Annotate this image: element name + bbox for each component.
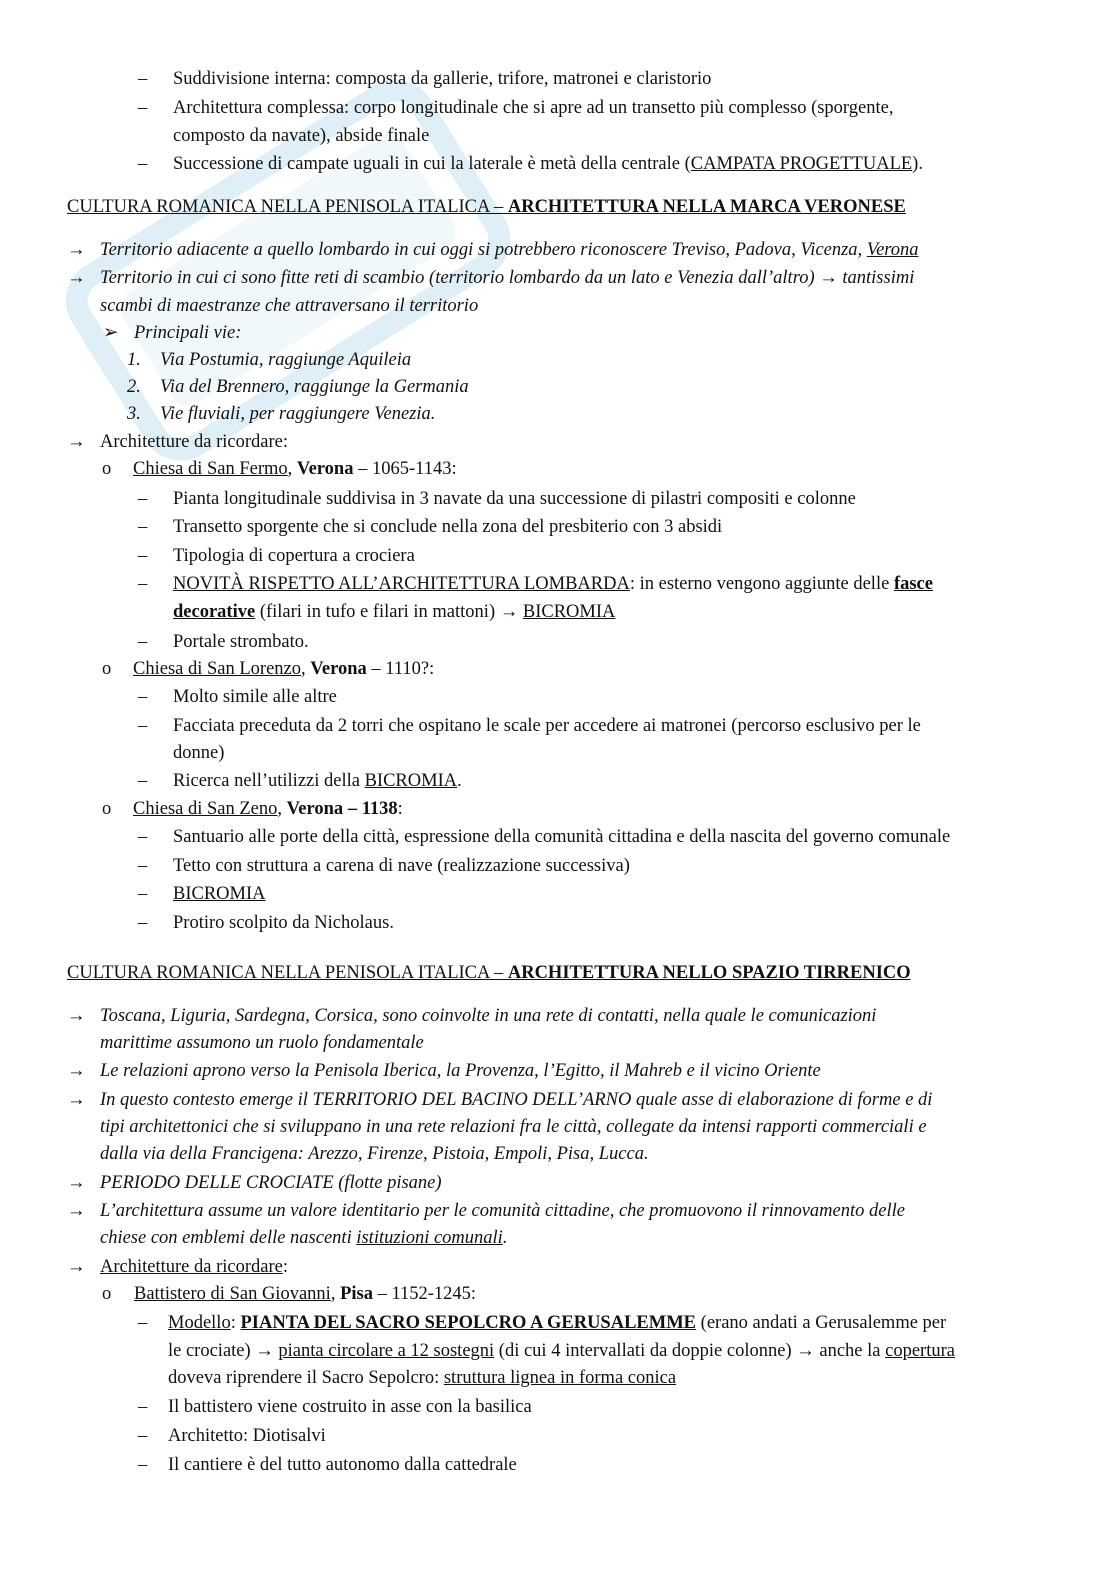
- list-item: Portale strombato.: [173, 632, 309, 652]
- dash-bullet: –: [138, 716, 148, 736]
- arrow-bullet: →: [67, 240, 86, 260]
- list-item: Via del Brennero, raggiunge la Germania: [160, 377, 469, 397]
- subheading: Architetture da ricordare:: [100, 432, 288, 452]
- list-item: Tetto con struttura a carena di nave (realizzazione successiva): [173, 856, 630, 876]
- list-number: 1.: [127, 350, 141, 370]
- arrow-bullet: →: [67, 1006, 86, 1026]
- church-title: Chiesa di San Fermo, Verona – 1065-1143:: [133, 459, 457, 479]
- list-item: Pianta longitudinale suddivisa in 3 navate da una successione di pilastri compositi e colonne: [173, 489, 856, 509]
- dash-bullet: –: [138, 154, 148, 174]
- list-item: Modello: PIANTA DEL SACRO SEPOLCRO A GERUSALEMME (erano andati a Gerusalemme per: [168, 1313, 947, 1333]
- list-item-continued: le crociate) → pianta circolare a 12 sostegni (di cui 4 intervallati da doppie colonne) → anche la copertura: [168, 1341, 955, 1361]
- dash-bullet: –: [138, 856, 148, 876]
- section-heading-tirrenico: CULTURA ROMANICA NELLA PENISOLA ITALICA – ARCHITETTURA NELLO SPAZIO TIRRENICO: [67, 963, 911, 983]
- dash-bullet: –: [138, 69, 148, 89]
- paragraph-continued: tipi architettonici che si sviluppano in una rete relazioni fra le città, collegate da intensi rapporti commerciali e: [100, 1117, 927, 1137]
- church-title: Battistero di San Giovanni, Pisa – 1152-1245:: [134, 1284, 477, 1304]
- circle-bullet: o: [102, 459, 112, 479]
- subheading: Architetture da ricordare:: [100, 1257, 288, 1277]
- arrow-bullet: →: [67, 1173, 86, 1193]
- church-title: Chiesa di San Zeno, Verona – 1138:: [133, 799, 403, 819]
- list-item: Transetto sporgente che si conclude nella zona del presbiterio con 3 absidi: [173, 517, 723, 537]
- dash-bullet: –: [138, 913, 148, 933]
- arrow-bullet: →: [67, 1090, 86, 1110]
- list-item: NOVITÀ RISPETTO ALL’ARCHITETTURA LOMBARDA: in esterno vengono aggiunte delle fasce: [173, 574, 933, 594]
- list-item: Il battistero viene costruito in asse con la basilica: [168, 1397, 532, 1417]
- list-number: 3.: [127, 404, 141, 424]
- dash-bullet: –: [138, 517, 148, 537]
- dash-bullet: –: [138, 489, 148, 509]
- list-item: Ricerca nell’utilizzi della BICROMIA.: [173, 771, 462, 791]
- dash-bullet: –: [138, 1397, 148, 1417]
- paragraph-continued: marittime assumono un ruolo fondamentale: [100, 1033, 424, 1053]
- church-title: Chiesa di San Lorenzo, Verona – 1110?:: [133, 659, 435, 679]
- paragraph: Territorio in cui ci sono fitte reti di scambio (territorio lombardo da un lato e Venezia dall’altro) → tantissimi: [100, 268, 915, 288]
- paragraph: In questo contesto emerge il TERRITORIO DEL BACINO DELL’ARNO quale asse di elaborazione di forme e di: [100, 1090, 933, 1110]
- dash-bullet: –: [138, 687, 148, 707]
- list-number: 2.: [127, 377, 141, 397]
- list-item: BICROMIA: [173, 884, 266, 904]
- dash-bullet: –: [138, 574, 148, 594]
- dash-bullet: –: [138, 98, 148, 118]
- circle-bullet: o: [102, 659, 112, 679]
- list-item: Architetto: Diotisalvi: [168, 1426, 326, 1446]
- list-item: Il cantiere è del tutto autonomo dalla cattedrale: [168, 1455, 517, 1475]
- list-item: Via Postumia, raggiunge Aquileia: [160, 350, 412, 370]
- arrow-bullet: →: [67, 1061, 86, 1081]
- dash-bullet: –: [138, 1455, 148, 1475]
- list-item: Facciata preceduta da 2 torri che ospitano le scale per accedere ai matronei (percorso esclusivo per le: [173, 716, 921, 736]
- dash-bullet: –: [138, 884, 148, 904]
- list-item-continued: doveva riprendere il Sacro Sepolcro: struttura lignea in forma conica: [168, 1368, 677, 1388]
- list-item: Suddivisione interna: composta da gallerie, trifore, matronei e claristorio: [173, 69, 712, 89]
- vie-label: Principali vie:: [134, 323, 242, 343]
- list-item: Molto simile alle altre: [173, 687, 337, 707]
- dash-bullet: –: [138, 632, 148, 652]
- arrow-bullet: →: [67, 268, 86, 288]
- dash-bullet: –: [138, 1426, 148, 1446]
- paragraph-continued: scambi di maestranze che attraversano il territorio: [100, 296, 479, 316]
- paragraph: PERIODO DELLE CROCIATE (flotte pisane): [100, 1173, 442, 1193]
- list-item: Santuario alle porte della città, espressione della comunità cittadina e della nascita del governo comunale: [173, 827, 951, 847]
- list-item: Protiro scolpito da Nicholaus.: [173, 913, 394, 933]
- list-item: Vie fluviali, per raggiungere Venezia.: [160, 404, 436, 424]
- list-item: Tipologia di copertura a crociera: [173, 546, 415, 566]
- circle-bullet: o: [102, 1284, 112, 1304]
- list-item-continued: donne): [173, 743, 225, 763]
- list-item-continued: decorative (filari in tufo e filari in mattoni) → BICROMIA: [173, 602, 616, 622]
- arrow-bullet: →: [67, 1201, 86, 1221]
- arrow-bullet: →: [67, 432, 86, 452]
- list-item: Successione di campate uguali in cui la laterale è metà della centrale (CAMPATA PROGETTUALE).: [173, 154, 923, 174]
- section-heading-veronese: CULTURA ROMANICA NELLA PENISOLA ITALICA – ARCHITETTURA NELLA MARCA VERONESE: [67, 197, 906, 217]
- dash-bullet: –: [138, 1313, 148, 1333]
- dash-bullet: –: [138, 546, 148, 566]
- arrowhead-bullet: ➢: [103, 323, 119, 343]
- paragraph: Le relazioni aprono verso la Penisola Iberica, la Provenza, l’Egitto, il Mahreb e il vicino Oriente: [100, 1061, 821, 1081]
- paragraph-continued: chiese con emblemi delle nascenti istituzioni comunali.: [100, 1228, 508, 1248]
- arrow-bullet: →: [67, 1257, 86, 1277]
- paragraph: Toscana, Liguria, Sardegna, Corsica, sono coinvolte in una rete di contatti, nella quale le comunicazioni: [100, 1006, 877, 1026]
- paragraph: Territorio adiacente a quello lombardo in cui oggi si potrebbero riconoscere Treviso, Padova, Vicenza, Verona: [100, 240, 919, 260]
- list-item: Architettura complessa: corpo longitudinale che si apre ad un transetto più complesso (sporgente,: [173, 98, 894, 118]
- list-item-continued: composto da navate), abside finale: [173, 126, 430, 146]
- paragraph: L’architettura assume un valore identitario per le comunità cittadine, che promuovono il rinnovamento delle: [100, 1201, 905, 1221]
- dash-bullet: –: [138, 771, 148, 791]
- circle-bullet: o: [102, 799, 112, 819]
- paragraph-continued: dalla via della Francigena: Arezzo, Firenze, Pistoia, Empoli, Pisa, Lucca.: [100, 1144, 649, 1164]
- dash-bullet: –: [138, 827, 148, 847]
